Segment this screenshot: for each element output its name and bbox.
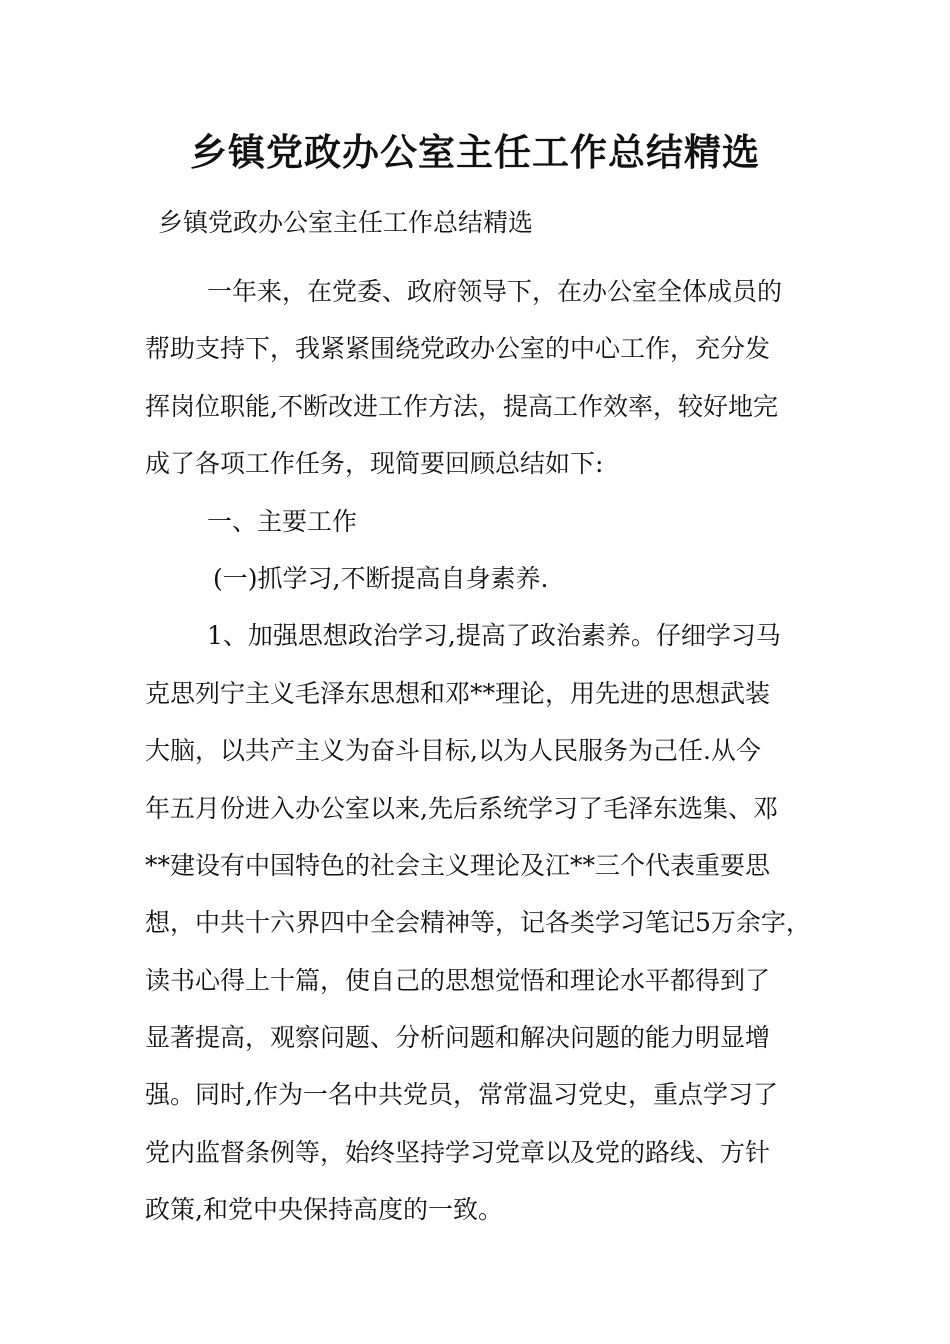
paragraph-line: 政策,和党中央保持高度的一致。: [145, 1195, 503, 1225]
paragraph-line: 一年来，在党委、政府领导下，在办公室全体成员的: [207, 277, 783, 306]
paragraph-line: 想，中共十六界四中全会精神等，记各类学习笔记5万余字，: [145, 908, 811, 938]
paragraph-line: 年五月份进入办公室以来,先后系统学习了毛泽东选集、邓: [145, 793, 778, 823]
paragraph-line: 大脑，以共产主义为奋斗目标,以为人民服务为己任.从今: [145, 736, 761, 766]
document-title: 乡镇党政办公室主任工作总结精选: [190, 130, 760, 174]
paragraph-line: 克思列宁主义毛泽东思想和邓**理论，用先进的思想武装: [145, 678, 771, 708]
paragraph-line: **建设有中国特色的社会主义理论及江**三个代表重要思: [145, 850, 771, 880]
document-body: [145, 263, 835, 1239]
paragraph-line: 1、加强思想政治学习,提高了政治素养。仔细学习马: [207, 621, 781, 651]
document-subtitle: 乡镇党政办公室主任工作总结精选: [158, 208, 534, 237]
paragraph-line: 成了各项工作任务，现简要回顾总结如下:: [145, 449, 604, 479]
section-heading: 一、主要工作: [207, 506, 358, 536]
paragraph-line: 显著提高，观察问题、分析问题和解决问题的能力明显增: [145, 1023, 771, 1053]
paragraph-line: 党内监督条例等，始终坚持学习党章以及党的路线、方针: [145, 1137, 771, 1167]
paragraph-line: 帮助支持下，我紧紧围绕党政办公室的中心工作，充分发: [145, 334, 771, 364]
paragraph-line: 挥岗位职能,不断改进工作方法，提高工作效率，较好地完: [145, 391, 778, 421]
paragraph-line: 强。同时,作为一名中共党员，常常温习党史，重点学习了: [145, 1080, 778, 1110]
subsection-heading: (一)抓学习,不断提高自身素养.: [213, 563, 549, 593]
paragraph-line: 读书心得上十篇，使自己的思想觉悟和理论水平都得到了: [145, 965, 771, 995]
